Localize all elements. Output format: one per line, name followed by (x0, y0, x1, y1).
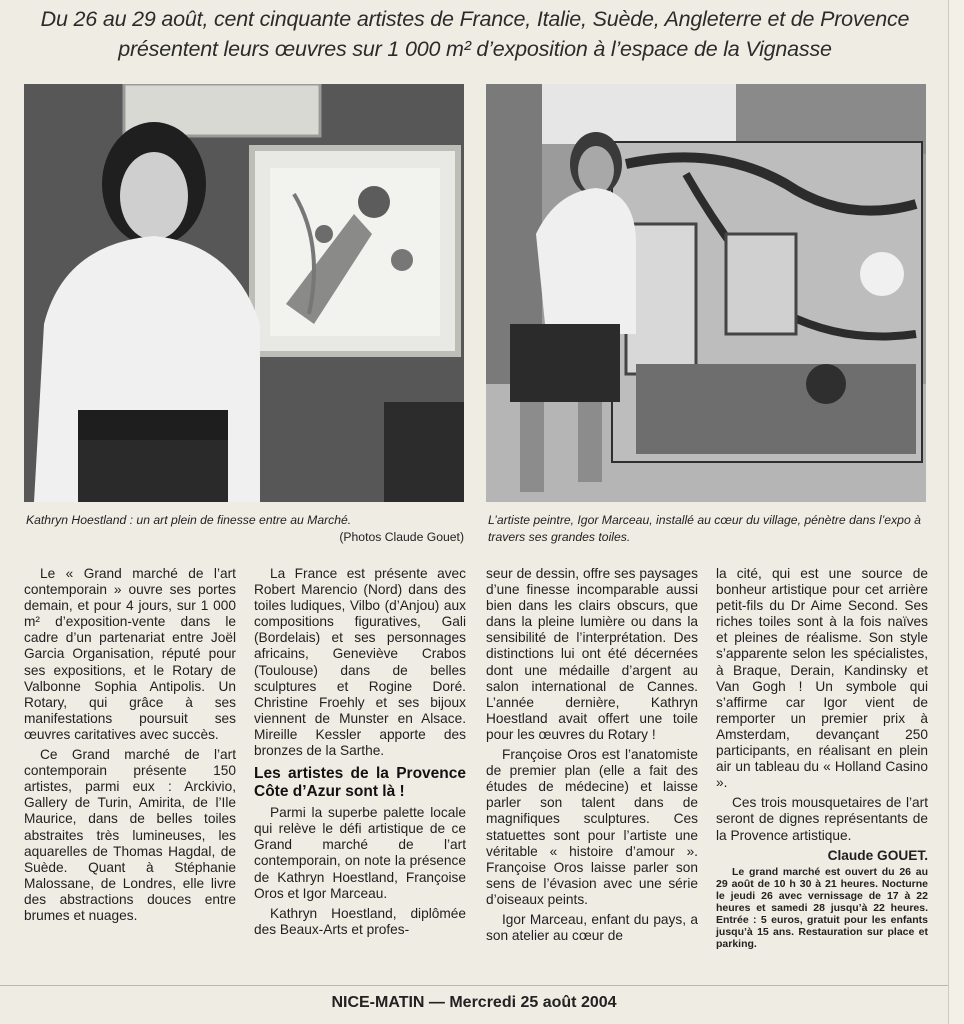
byline: Claude GOUET. (827, 847, 928, 863)
paragraph: seur de dessin, offre ses paysages d’une finesse incomparable aussi bien dans les clairs obscurs, que dans la pleine lumière ou dans la sensibilité de l’interprétation. Des distinctions lui ont été décernées dont une médaille d’argent au salon international de Cannes. L’année dernière, Kathryn Hoestland avait offert une toile pour les œuvres du Rotary ! (486, 566, 698, 742)
subheading: Les artistes de la Provence Côte d’Azur sont là ! (254, 765, 466, 801)
article-column-3 (486, 566, 698, 948)
article-column-4 (716, 566, 928, 954)
photo-igor-marceau (486, 84, 926, 502)
article-column-1 (24, 566, 236, 928)
footer-divider (0, 985, 948, 986)
paragraph: La France est présente avec Robert Marencio (Nord) dans des toiles ludiques, Vilbo (d’Anjou) aux compositions figuratives, Gali (Bordelais) et ses personnages africains, Geneviève Crabos (Toulouse) dans de belles sculptures et Rogine Doré. Christine Froehly et ses bijoux viennent de Munster en Alsace. Mireille Kessler apporte des bronzes de la Sarthe. (254, 566, 466, 759)
photo-kathryn-hoestland (24, 84, 464, 502)
newspaper-footer: NICE-MATIN — Mercredi 25 août 2004 (331, 994, 617, 1011)
headline-line-1: Du 26 au 29 août, cent cinquante artistes de France, Italie, Suède, Angleterre et de Provence (40, 7, 910, 31)
paragraph: Igor Marceau, enfant du pays, a son atelier au cœur de (486, 911, 698, 944)
caption-left (26, 512, 466, 546)
caption-right: L’artiste peintre, Igor Marceau, installé au cœur du village, pénètre dans l’expo à travers ses grandes toiles. (488, 513, 921, 544)
paragraph: Ce Grand marché de l’art contemporain présente 150 artistes, parmi eux : Arckivio, Gallery de Turin, Amirita, de l’Ile Maurice, dans de belles toiles abstraites très lumineuses, les aquarelles de Thomas Hagdal, de Suède. Quant à Stéphanie Malossane, de Londres, elle livre des abstractions douces entre brumes et nuages. (24, 747, 236, 923)
paragraph: Françoise Oros est l’anatomiste de premier plan (elle a fait des études de médecine) et laisse parler son talent dans de magnifiques sculptures. Ces statuettes sont pour l’artiste une véritable « histoire d’amour ». Françoise Oros laisse parler son sens de l’évasion avec une série d’oiseaux peints. (486, 747, 698, 907)
paragraph: Kathryn Hoestland, diplômée des Beaux-Arts et profes- (254, 905, 466, 937)
caption-left-text: Kathryn Hoestland : un art plein de finesse entre au Marché. (26, 513, 352, 527)
photo-credit: (Photos Claude Gouet) (339, 530, 464, 544)
practical-info: Le grand marché est ouvert du 26 au 29 août de 10 h 30 à 21 heures. Nocturne le jeudi 26 avec vernissage de 17 à 22 heures et samedi 28 jusqu’à 22 heures. Entrée : 5 euros, gratuit pour les enfants jusqu’à 15 ans. Restauration sur place et parking. (716, 865, 928, 950)
paragraph: la cité, qui est une source de bonheur artistique pour cet arrière petit-fils du Dr Aime Second. Ses riches toiles sont à la fois naïves et pleines de réalisme. Son style s’apparente selon les spécialistes, à Braque, Derain, Kandinsky et Van Gogh ! Un symbole qui s’affirme car Igor vient de remporter un premier prix à Amsterdam, devançant 250 participants, en réalisant en plein air un tableau du « Holland Casino ». (716, 566, 928, 791)
article-column-2 (254, 566, 466, 942)
paragraph: Parmi la superbe palette locale qui relève le défi artistique de ce Grand marché de l’art contemporain, on note la présence de Kathryn Hoestland, Françoise Oros et Igor Marceau. (254, 805, 466, 901)
paragraph: Ces trois mousquetaires de l’art seront de dignes représentants de la Provence artistique. (716, 795, 928, 843)
paragraph: Le « Grand marché de l’art contemporain » ouvre ses portes demain, et pour 4 jours, sur 1 000 m² d’exposition-vente dans le cadre d’un partenariat entre Joël Garcia Organisation, réputé pour ses expositions, et le Rotary de Valbonne Sophia Antipolis. Un Rotary, qui grâce à ses manifestations poursuit ses œuvres caritatives avec succès. (24, 566, 236, 742)
headline-line-2: présentent leurs œuvres sur 1 000 m² d’exposition à l’espace de la Vignasse (118, 37, 832, 61)
headline (20, 4, 930, 64)
